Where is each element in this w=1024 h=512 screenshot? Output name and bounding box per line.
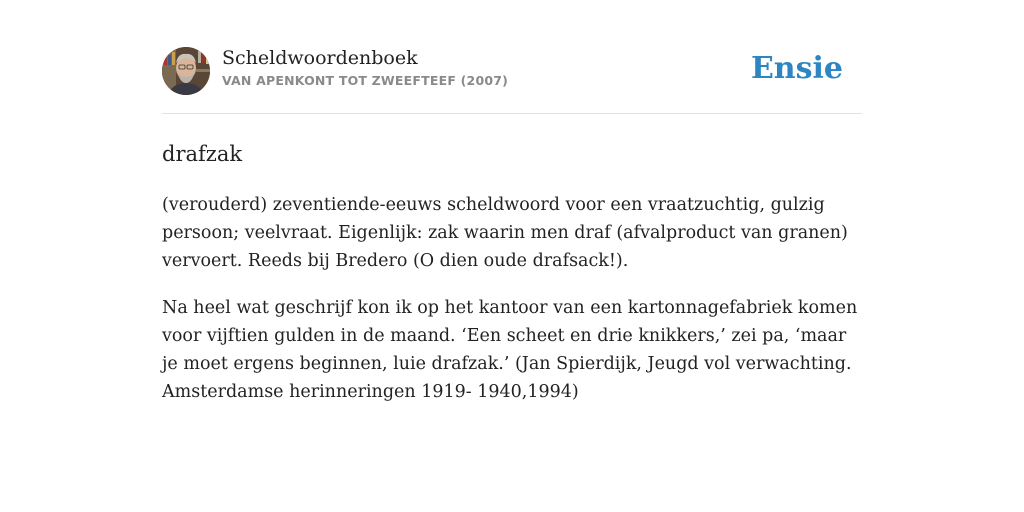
ensie-logo[interactable]: Ensie — [750, 51, 843, 86]
entry-card — [162, 46, 862, 402]
source-title[interactable]: Scheldwoordenboek — [222, 47, 418, 69]
header-divider — [162, 113, 862, 114]
source-subtitle: VAN APENKONT TOT ZWEEFTEEF (2007) — [222, 73, 509, 88]
author-portrait-icon — [162, 47, 210, 95]
entry-example: Na heel wat geschrijf kon ik op het kantoor van een kartonnagefabriek komen voor vijftien gulden in de maand. ‘Een scheet en drie knikkers,’ zei pa, ‘maar je moet ergens beginnen, luie drafzak.’ (Jan Spierdijk, Jeugd vol verwachting. Amsterdamse herinneringen 1919- 1940,1994) — [162, 298, 858, 402]
author-avatar — [162, 47, 210, 95]
entry-term: drafzak — [162, 142, 243, 166]
entry-definition: (verouderd) zeventiende-eeuws scheldwoord voor een vraatzuchtig, gulzig persoon; veelvraat. Eigenlijk: zak waarin men draf (afvalproduct van granen) vervoert. Reeds bij Bredero (O dien oude drafsack!). — [162, 195, 848, 271]
source-header — [162, 46, 862, 96]
source-info — [222, 46, 508, 89]
entry-body — [162, 191, 862, 425]
